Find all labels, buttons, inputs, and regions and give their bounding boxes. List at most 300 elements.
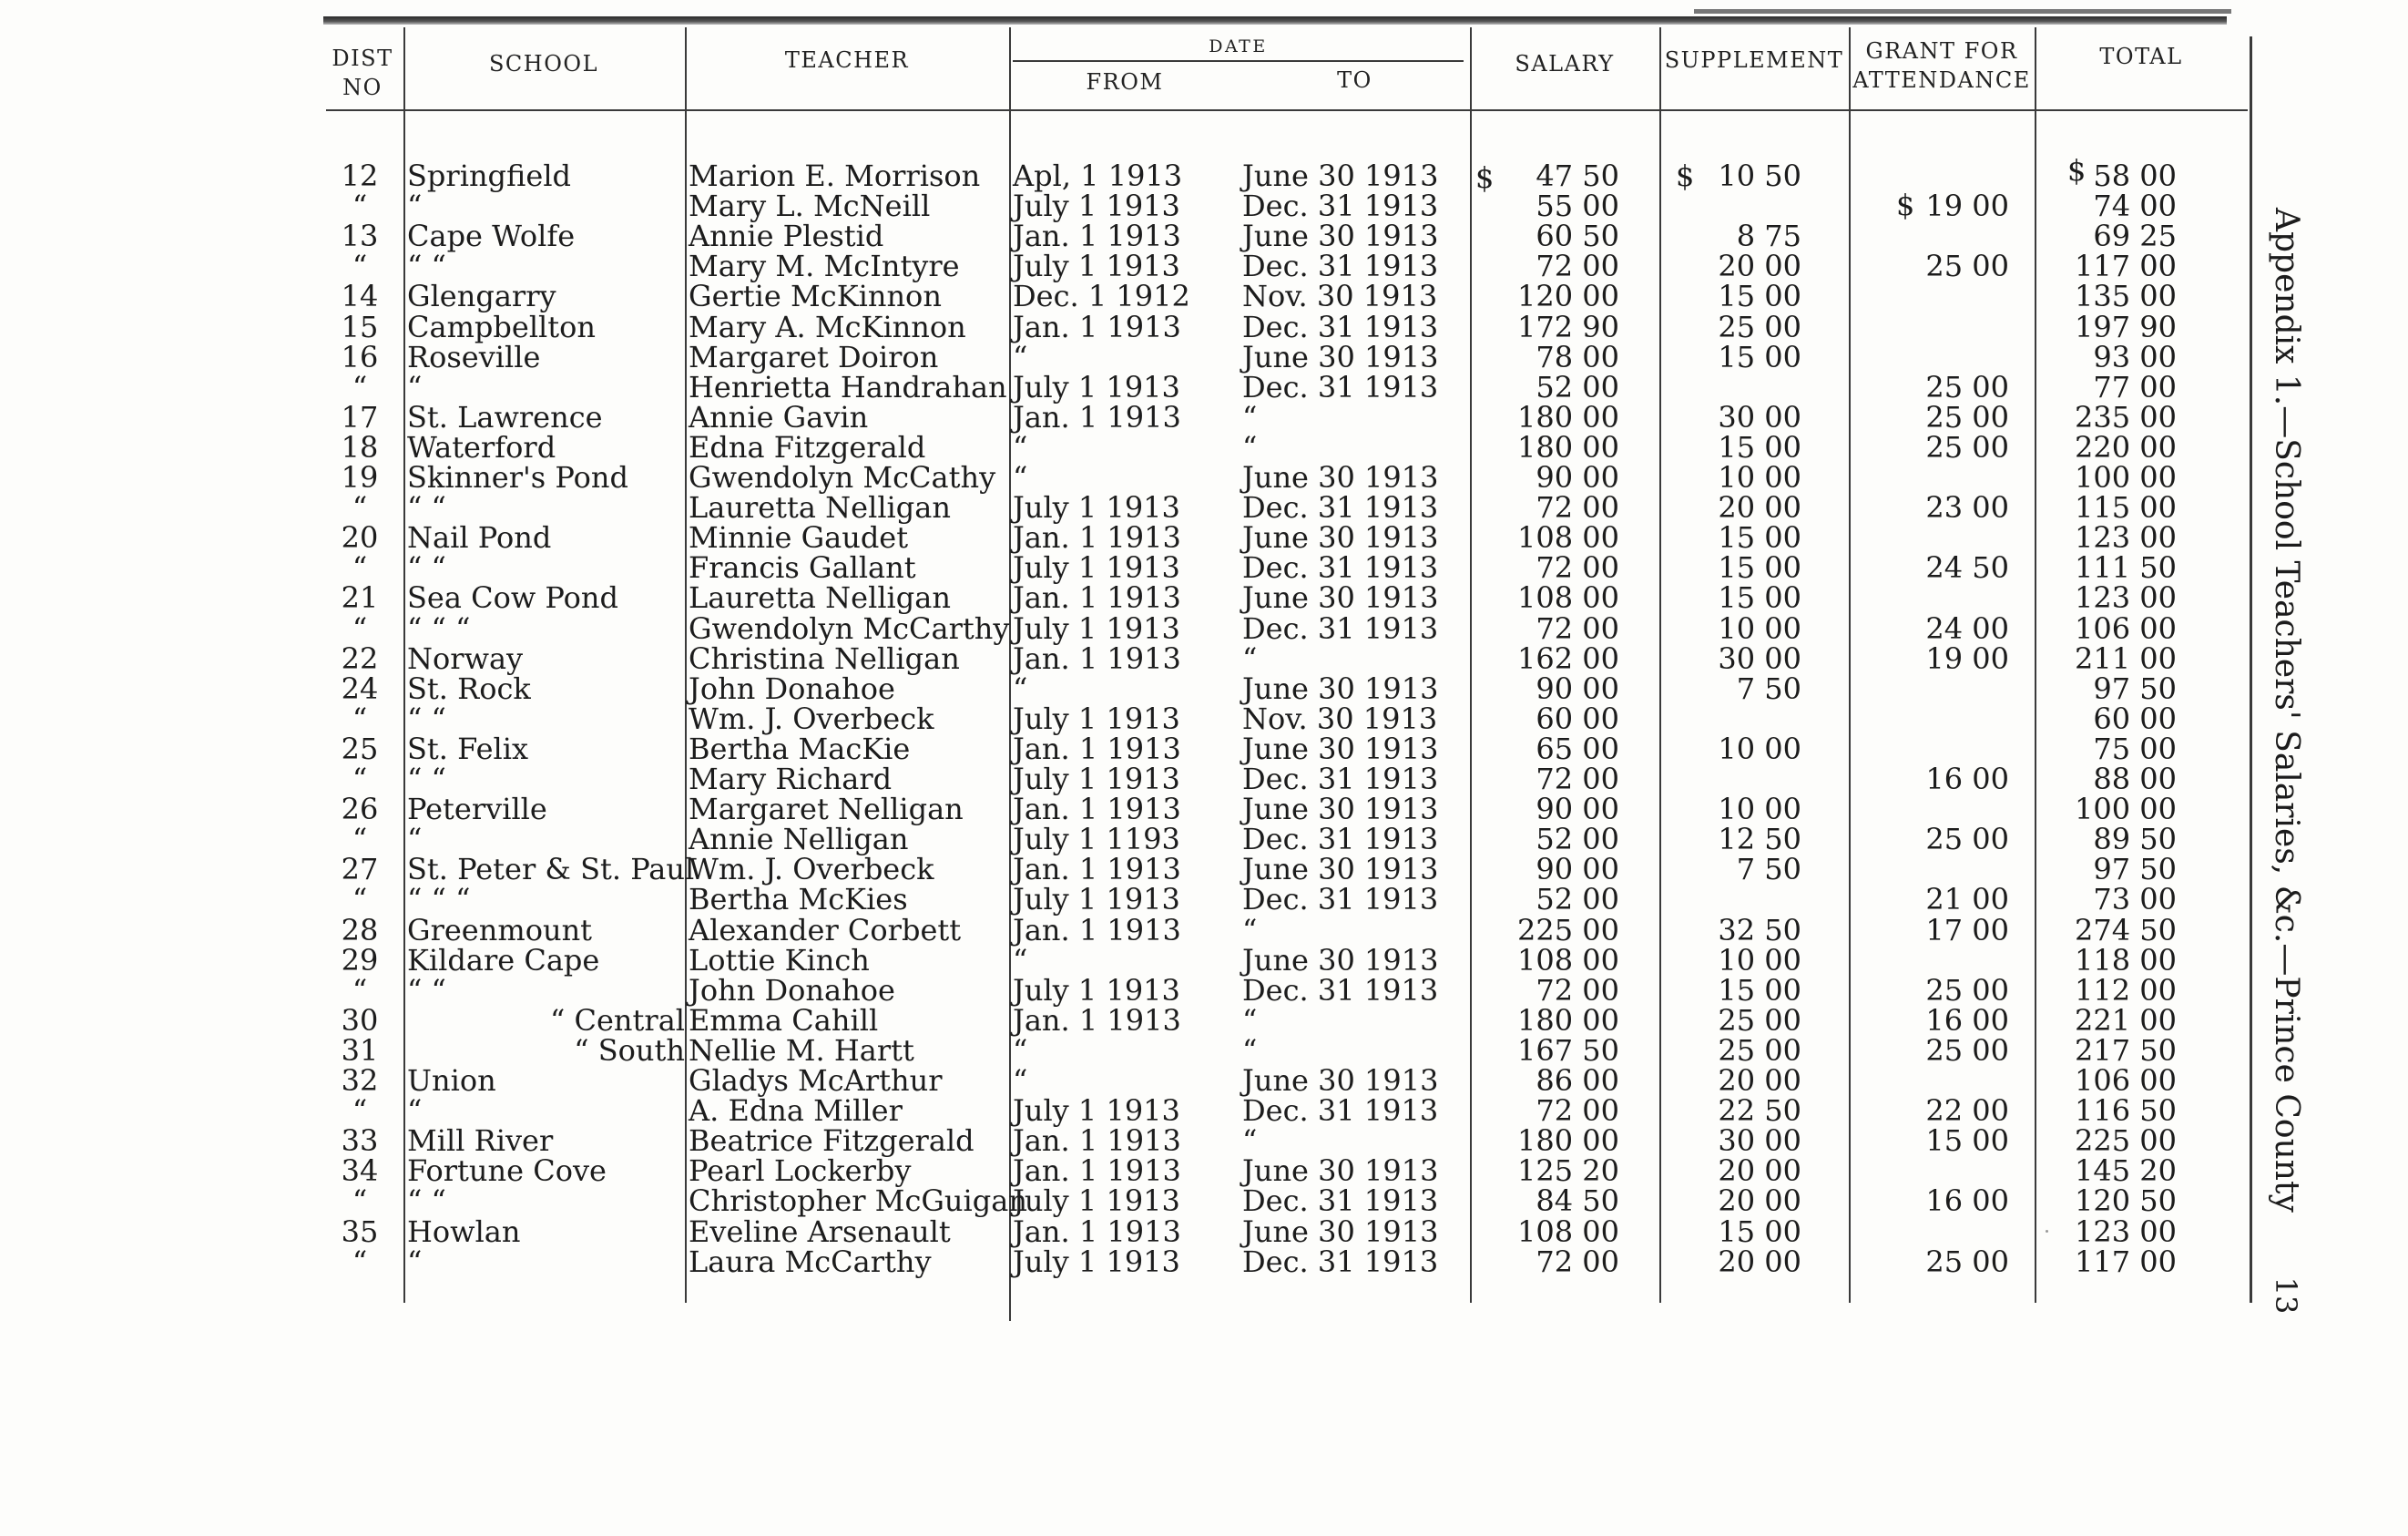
grant-cell: 22 00 (1925, 1093, 2009, 1128)
dist-cell: “ (352, 611, 368, 646)
dist-cell: 19 (341, 460, 379, 495)
page-number-box (2257, 1266, 2315, 1325)
salary-cell: 90 00 (1536, 460, 1619, 495)
salary-cell: 108 00 (1517, 520, 1619, 555)
teacher-cell: Beatrice Fitzgerald (689, 1123, 974, 1158)
total-cell: 77 00 (2093, 370, 2177, 404)
date-to-cell: Dec. 31 1913 (1242, 1244, 1439, 1279)
table-row (0, 220, 2259, 251)
table-row (0, 432, 2259, 463)
supplement-cell: 32 50 (1718, 913, 1801, 947)
header-bottom-rule (326, 109, 2248, 111)
supplement-cell: 15 00 (1718, 430, 1801, 465)
teacher-cell: Emma Cahill (689, 1003, 879, 1038)
grant-cell: 21 00 (1925, 882, 2009, 916)
table-row (0, 251, 2259, 282)
header-school: SCHOOL (488, 51, 599, 77)
dist-cell: 29 (341, 943, 379, 978)
grant-cell: 25 00 (1925, 430, 2009, 465)
total-cell: 112 00 (2075, 973, 2177, 1008)
grant-cell: 19 00 (1925, 189, 2009, 223)
school-cell: “ (407, 1093, 423, 1128)
date-from-cell: Jan. 1 1913 (1013, 1003, 1181, 1038)
school-cell: Nail Pond (407, 520, 552, 555)
date-to-cell: June 30 1913 (1242, 943, 1439, 978)
total-cell: 197 90 (2075, 310, 2177, 344)
date-from-cell: “ (1013, 340, 1028, 374)
table-row (0, 975, 2259, 1006)
supplement-cell: 22 50 (1718, 1093, 1801, 1128)
total-cell: 97 50 (2093, 852, 2177, 886)
total-cell: 274 50 (2075, 913, 2177, 947)
supplement-cell: 30 00 (1718, 400, 1801, 435)
table-row (0, 1005, 2259, 1036)
header-no: NO (342, 75, 383, 100)
date-to-cell: June 30 1913 (1242, 852, 1439, 886)
salary-cell: 78 00 (1536, 340, 1619, 374)
school-cell: Skinner's Pond (407, 460, 628, 495)
grant-cell: 25 00 (1925, 1244, 2009, 1279)
dist-cell: 32 (341, 1063, 379, 1098)
date-to-cell: June 30 1913 (1242, 1214, 1439, 1249)
page-number: 13 (2269, 1276, 2303, 1315)
total-cell: 69 25 (2093, 219, 2177, 253)
total-cell: 111 50 (2075, 550, 2177, 585)
teacher-cell: Edna Fitzgerald (689, 430, 926, 465)
supplement-cell: 10 00 (1718, 611, 1801, 646)
school-cell: St. Felix (407, 732, 529, 766)
supplement-cell: 20 00 (1718, 490, 1801, 525)
date-to-cell: June 30 1913 (1242, 1153, 1439, 1188)
table-row (0, 552, 2259, 583)
table-row (0, 372, 2259, 403)
school-cell: Campbellton (407, 310, 597, 344)
salary-cell: 90 00 (1536, 792, 1619, 826)
school-cell: St. Rock (407, 671, 531, 706)
school-cell: St. Lawrence (407, 400, 603, 435)
table-row (0, 613, 2259, 644)
date-to-cell: June 30 1913 (1242, 671, 1439, 706)
supplement-cell: 10 00 (1718, 732, 1801, 766)
school-cell: Howlan (407, 1214, 521, 1249)
date-from-cell: July 1 1913 (1013, 1183, 1180, 1218)
salary-cell: 90 00 (1536, 671, 1619, 706)
date-to-cell: Dec. 31 1913 (1242, 762, 1439, 796)
salary-cell: 72 00 (1536, 249, 1619, 283)
total-cell: 211 00 (2075, 641, 2177, 676)
teacher-cell: Lauretta Nelligan (689, 490, 951, 525)
header-dist: DIST (332, 46, 393, 71)
dist-cell: 13 (341, 219, 379, 253)
date-from-cell: Jan. 1 1913 (1013, 913, 1181, 947)
date-from-cell: Dec. 1 1912 (1013, 279, 1190, 313)
school-cell: “ (407, 189, 423, 223)
salary-cell: 65 00 (1536, 732, 1619, 766)
table-row (0, 402, 2259, 433)
supplement-cell: 15 00 (1718, 550, 1801, 585)
date-to-cell: “ (1242, 400, 1258, 435)
teacher-cell: Bertha MacKie (689, 732, 911, 766)
table-row (0, 1216, 2259, 1247)
table-row (0, 462, 2259, 493)
header-grant-line2: ATTENDANCE (1852, 67, 2031, 93)
table-row (0, 733, 2259, 764)
header-total: TOTAL (2099, 44, 2183, 69)
teacher-cell: Wm. J. Overbeck (689, 701, 934, 736)
table-row (0, 1065, 2259, 1096)
date-from-cell: Jan. 1 1913 (1013, 792, 1181, 826)
date-to-cell: Nov. 30 1913 (1242, 279, 1438, 313)
total-cell: 60 00 (2093, 701, 2177, 736)
grant-cell: 19 00 (1925, 641, 2009, 676)
date-to-cell: June 30 1913 (1242, 340, 1439, 374)
salary-cell: 72 00 (1536, 611, 1619, 646)
header-from: FROM (1086, 69, 1164, 95)
total-cell: 221 00 (2075, 1003, 2177, 1038)
date-header-rule (1013, 60, 1464, 62)
school-cell: “ “ (407, 701, 446, 736)
teacher-cell: Francis Gallant (689, 550, 916, 585)
total-cell: 89 50 (2093, 822, 2177, 856)
total-cell: 123 00 (2075, 520, 2177, 555)
dist-cell: “ (352, 822, 368, 856)
teacher-cell: John Donahoe (689, 973, 895, 1008)
supplement-cell: 20 00 (1718, 1183, 1801, 1218)
supplement-cell: 30 00 (1718, 641, 1801, 676)
teacher-cell: Margaret Nelligan (689, 792, 964, 826)
teacher-cell: Annie Plestid (689, 219, 884, 253)
total-cell: 117 00 (2075, 249, 2177, 283)
supplement-cell: 15 00 (1718, 1214, 1801, 1249)
grant-cell: 15 00 (1925, 1123, 2009, 1158)
school-cell: “ Central (549, 1003, 685, 1038)
table-row (0, 945, 2259, 976)
date-from-cell: July 1 1913 (1013, 189, 1180, 223)
dist-cell: 35 (341, 1214, 379, 1249)
salary-cell: 120 00 (1517, 279, 1619, 313)
salary-cell: 180 00 (1517, 1123, 1619, 1158)
table-row (0, 582, 2259, 613)
date-to-cell: “ (1242, 913, 1258, 947)
teacher-cell: Alexander Corbett (689, 913, 962, 947)
date-to-cell: “ (1242, 430, 1258, 465)
teacher-cell: Henrietta Handrahan (689, 370, 1007, 404)
salary-cell: 108 00 (1517, 580, 1619, 615)
teacher-cell: Gertie McKinnon (689, 279, 942, 313)
total-cell: 120 50 (2075, 1183, 2177, 1218)
teacher-cell: Mary A. McKinnon (689, 310, 966, 344)
teacher-cell: Bertha McKies (689, 882, 908, 916)
date-to-cell: Dec. 31 1913 (1242, 550, 1439, 585)
supplement-cell: 15 00 (1718, 279, 1801, 313)
date-from-cell: “ (1013, 943, 1028, 978)
date-to-cell: Nov. 30 1913 (1242, 701, 1438, 736)
supplement-cell: 15 00 (1718, 973, 1801, 1008)
table-row (0, 1095, 2259, 1126)
table-row (0, 915, 2259, 946)
date-from-cell: July 1 1913 (1013, 1093, 1180, 1128)
total-dollar-sign: $ (2067, 153, 2087, 188)
date-from-cell: Jan. 1 1913 (1013, 580, 1181, 615)
supplement-cell: 20 00 (1718, 1153, 1801, 1188)
supplement-dollar-sign: $ (1676, 159, 1695, 193)
salary-cell: 72 00 (1536, 490, 1619, 525)
supplement-cell: 7 50 (1736, 852, 1801, 886)
table-row (0, 159, 2259, 195)
supplement-cell: 25 00 (1718, 1033, 1801, 1068)
table-row (0, 794, 2259, 824)
school-cell: “ “ (407, 550, 446, 585)
salary-cell: 72 00 (1536, 973, 1619, 1008)
teacher-cell: Minnie Gaudet (689, 520, 909, 555)
grant-cell: 16 00 (1925, 1183, 2009, 1218)
total-cell: 100 00 (2075, 460, 2177, 495)
salary-cell: 52 00 (1536, 822, 1619, 856)
supplement-cell: 10 00 (1718, 460, 1801, 495)
grant-cell: 16 00 (1925, 1003, 2009, 1038)
date-to-cell: Dec. 31 1913 (1242, 611, 1439, 646)
header-salary: SALARY (1515, 51, 1615, 77)
school-cell: Fortune Cove (407, 1153, 607, 1188)
dist-cell: “ (352, 762, 368, 796)
teacher-cell: A. Edna Miller (689, 1093, 903, 1128)
salary-cell: 180 00 (1517, 1003, 1619, 1038)
grant-cell: 25 00 (1925, 1033, 2009, 1068)
date-from-cell: Jan. 1 1913 (1013, 400, 1181, 435)
school-cell: “ “ (407, 1183, 446, 1218)
table-row (0, 1125, 2259, 1156)
teacher-cell: Pearl Lockerby (689, 1153, 912, 1188)
supplement-cell: 10 00 (1718, 792, 1801, 826)
dist-cell: “ (352, 370, 368, 404)
date-from-cell: Jan. 1 1913 (1013, 1153, 1181, 1188)
grant-cell: 25 00 (1925, 973, 2009, 1008)
salary-cell: 55 00 (1536, 189, 1619, 223)
table-top-rule (323, 16, 2227, 25)
date-from-cell: Jan. 1 1913 (1013, 520, 1181, 555)
table-row (0, 763, 2259, 794)
supplement-cell: 12 50 (1718, 822, 1801, 856)
school-cell: “ (407, 370, 423, 404)
teacher-cell: Gladys McArthur (689, 1063, 943, 1098)
dist-cell: 34 (341, 1153, 379, 1188)
print-speck (2046, 1230, 2048, 1233)
school-cell: “ “ (407, 490, 446, 525)
teacher-cell: Mary Richard (689, 762, 893, 796)
table-row (0, 1035, 2259, 1066)
date-to-cell: June 30 1913 (1242, 219, 1439, 253)
dist-cell: “ (352, 701, 368, 736)
supplement-cell: 25 00 (1718, 310, 1801, 344)
dist-cell: “ (352, 189, 368, 223)
date-from-cell: July 1 1913 (1013, 370, 1180, 404)
total-cell: 135 00 (2075, 279, 2177, 313)
teacher-cell: Nellie M. Hartt (689, 1033, 914, 1068)
table-row (0, 854, 2259, 885)
date-to-cell: Dec. 31 1913 (1242, 973, 1439, 1008)
total-cell: 117 00 (2075, 1244, 2177, 1279)
teacher-cell: Christina Nelligan (689, 641, 960, 676)
header-grant-line1: GRANT FOR (1865, 38, 2018, 64)
total-cell: 123 00 (2075, 1214, 2177, 1249)
table-row (0, 190, 2259, 221)
dist-cell: “ (352, 490, 368, 525)
date-to-cell: “ (1242, 1033, 1258, 1068)
total-cell: 115 00 (2075, 490, 2177, 525)
salary-cell: 72 00 (1536, 550, 1619, 585)
dist-cell: 31 (341, 1033, 379, 1068)
table-row (0, 281, 2259, 312)
date-to-cell: June 30 1913 (1242, 1063, 1439, 1098)
school-cell: Peterville (407, 792, 547, 826)
teacher-cell: Mary L. McNeill (689, 189, 931, 223)
table-row (0, 492, 2259, 523)
teacher-cell: Eveline Arsenault (689, 1214, 951, 1249)
teacher-cell: Laura McCarthy (689, 1244, 932, 1279)
salary-cell: 108 00 (1517, 943, 1619, 978)
salary-cell: 60 50 (1536, 219, 1619, 253)
dist-cell: “ (352, 1183, 368, 1218)
school-cell: Waterford (407, 430, 556, 465)
grant-dollar-sign: $ (1896, 188, 1915, 222)
salary-cell: 172 90 (1517, 310, 1619, 344)
total-cell: 220 00 (2075, 430, 2177, 465)
header-to: TO (1337, 67, 1372, 93)
table-row (0, 342, 2259, 373)
date-from-cell: Jan. 1 1913 (1013, 310, 1181, 344)
date-from-cell: “ (1013, 1033, 1028, 1068)
salary-cell: 72 00 (1536, 1244, 1619, 1279)
teacher-cell: Annie Nelligan (689, 822, 909, 856)
salary-cell: 180 00 (1517, 400, 1619, 435)
total-cell: 235 00 (2075, 400, 2177, 435)
school-cell: St. Peter & St. Paul (407, 852, 695, 886)
date-from-cell: July 1 1913 (1013, 611, 1180, 646)
school-cell: “ South (574, 1033, 685, 1068)
date-from-cell: “ (1013, 1063, 1028, 1098)
total-cell: 88 00 (2093, 762, 2177, 796)
school-cell: “ (407, 1244, 423, 1279)
dist-cell: 15 (341, 310, 379, 344)
school-cell: Kildare Cape (407, 943, 600, 978)
table-row (0, 824, 2259, 855)
date-from-cell: Jan. 1 1913 (1013, 1123, 1181, 1158)
date-from-cell: July 1 1913 (1013, 249, 1180, 283)
teacher-cell: Mary M. McIntyre (689, 249, 960, 283)
salary-cell: 167 50 (1517, 1033, 1619, 1068)
supplement-cell: 20 00 (1718, 1244, 1801, 1279)
dist-cell: “ (352, 882, 368, 916)
salary-dollar-sign: $ (1475, 160, 1495, 195)
dist-cell: “ (352, 1093, 368, 1128)
grant-cell: 16 00 (1925, 762, 2009, 796)
salary-cell: 52 00 (1536, 370, 1619, 404)
school-cell: Springfield (407, 159, 572, 193)
table-row (0, 522, 2259, 553)
date-to-cell: Dec. 31 1913 (1242, 189, 1439, 223)
supplement-cell: 10 00 (1718, 943, 1801, 978)
supplement-cell: 20 00 (1718, 249, 1801, 283)
date-to-cell: Dec. 31 1913 (1242, 310, 1439, 344)
date-to-cell: June 30 1913 (1242, 732, 1439, 766)
total-cell: 106 00 (2075, 1063, 2177, 1098)
grant-cell: 25 00 (1925, 370, 2009, 404)
total-cell: 74 00 (2093, 189, 2177, 223)
date-to-cell: June 30 1913 (1242, 460, 1439, 495)
date-to-cell: “ (1242, 1003, 1258, 1038)
date-to-cell: “ (1242, 641, 1258, 676)
dist-cell: 12 (341, 159, 379, 193)
date-to-cell: June 30 1913 (1242, 159, 1439, 193)
salary-cell: 60 00 (1536, 701, 1619, 736)
salary-cell: 125 20 (1517, 1153, 1619, 1188)
grant-cell: 24 50 (1925, 550, 2009, 585)
table-row (0, 884, 2259, 915)
school-cell: Union (407, 1063, 496, 1098)
supplement-cell: 15 00 (1718, 340, 1801, 374)
supplement-cell: 7 50 (1736, 671, 1801, 706)
total-cell: 225 00 (2075, 1123, 2177, 1158)
school-cell: Mill River (407, 1123, 554, 1158)
date-to-cell: Dec. 31 1913 (1242, 490, 1439, 525)
dist-cell: 17 (341, 400, 379, 435)
salary-cell: 84 50 (1536, 1183, 1619, 1218)
dist-cell: “ (352, 550, 368, 585)
table-row (0, 312, 2259, 343)
dist-cell: 28 (341, 913, 379, 947)
salary-cell: 225 00 (1517, 913, 1619, 947)
school-cell: Glengarry (407, 279, 556, 313)
dist-cell: 25 (341, 732, 379, 766)
date-to-cell: Dec. 31 1913 (1242, 370, 1439, 404)
page-edge-shadow (1694, 9, 2231, 14)
date-from-cell: July 1 1913 (1013, 1244, 1180, 1279)
teacher-cell: Margaret Doiron (689, 340, 939, 374)
date-from-cell: July 1 1193 (1013, 822, 1180, 856)
total-cell: 73 00 (2093, 882, 2177, 916)
teacher-cell: Christopher McGuigan (689, 1183, 1027, 1218)
date-from-cell: “ (1013, 460, 1028, 495)
date-from-cell: July 1 1913 (1013, 973, 1180, 1008)
date-to-cell: Dec. 31 1913 (1242, 1093, 1439, 1128)
school-cell: “ “ (407, 762, 446, 796)
teacher-cell: Lottie Kinch (689, 943, 870, 978)
dist-cell: “ (352, 1244, 368, 1279)
total-cell: 145 20 (2075, 1153, 2177, 1188)
school-cell: “ (407, 822, 423, 856)
date-to-cell: June 30 1913 (1242, 580, 1439, 615)
teacher-cell: John Donahoe (689, 671, 895, 706)
salary-cell: 90 00 (1536, 852, 1619, 886)
total-cell: 93 00 (2093, 340, 2177, 374)
supplement-cell: 30 00 (1718, 1123, 1801, 1158)
date-from-cell: July 1 1913 (1013, 550, 1180, 585)
salary-cell: 162 00 (1517, 641, 1619, 676)
table-row (0, 1155, 2259, 1186)
school-cell: Cape Wolfe (407, 219, 576, 253)
date-from-cell: July 1 1913 (1013, 701, 1180, 736)
date-from-cell: “ (1013, 430, 1028, 465)
supplement-cell: 10 50 (1718, 159, 1801, 193)
supplement-cell: 15 00 (1718, 580, 1801, 615)
date-to-cell: Dec. 31 1913 (1242, 882, 1439, 916)
teacher-cell: Lauretta Nelligan (689, 580, 951, 615)
table-row (0, 703, 2259, 734)
total-cell: 97 50 (2093, 671, 2177, 706)
total-cell: 100 00 (2075, 792, 2177, 826)
dist-cell: 27 (341, 852, 379, 886)
total-cell: 116 50 (2075, 1093, 2177, 1128)
